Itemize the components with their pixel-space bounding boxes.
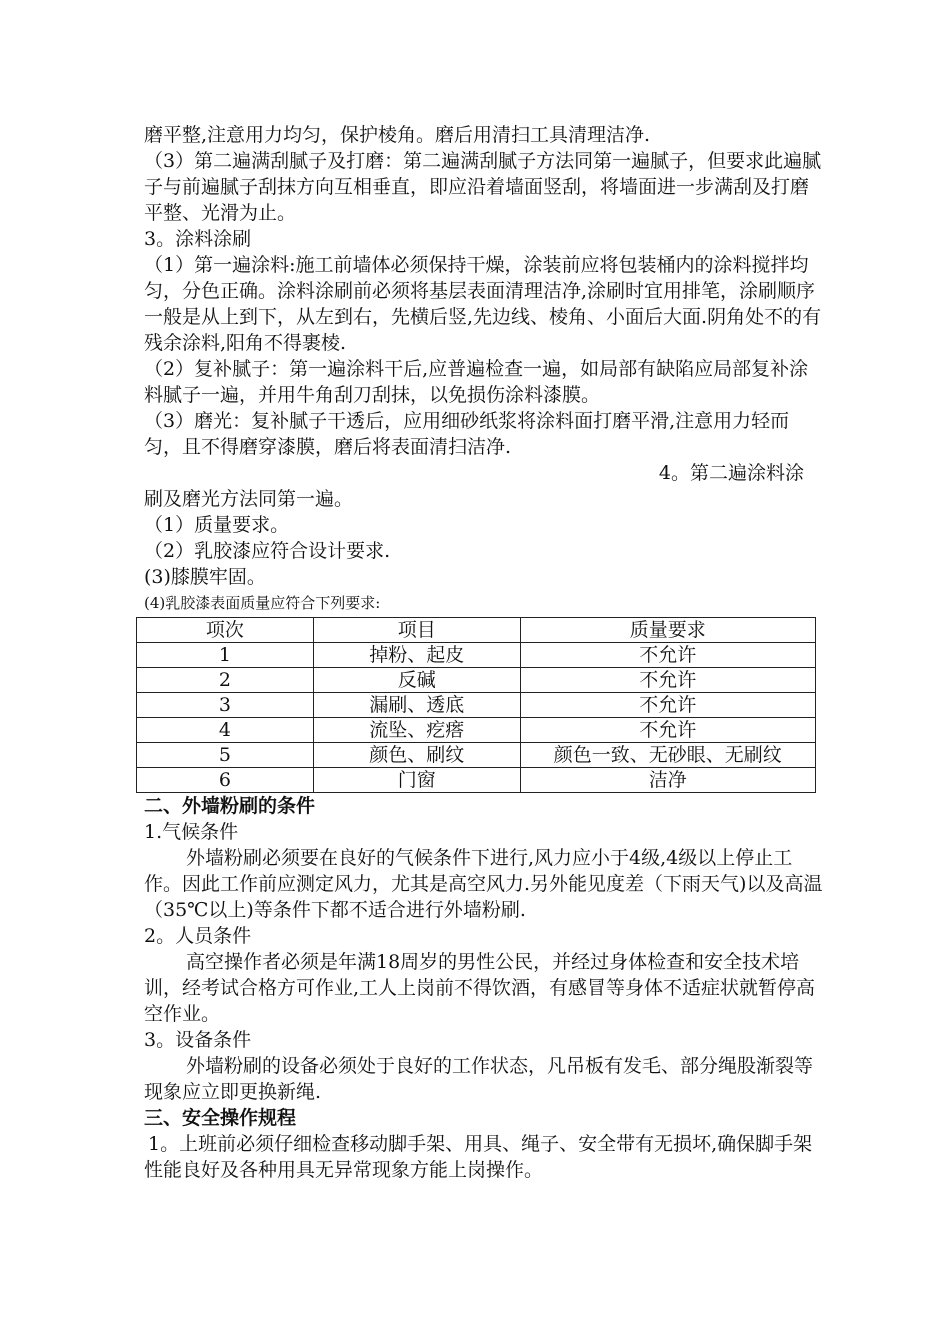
table-cell: 2	[137, 668, 314, 693]
quality-table	[136, 617, 816, 793]
table-row	[137, 718, 816, 743]
table-row	[137, 693, 816, 718]
paragraph-personnel: 高空操作者必须是年满18周岁的男性公民，并经过身体检查和安全技术培训，经考试合格方可作业,工人上岗前不得饮酒，有感冒等身体不适症状就暂停高空作业。	[144, 951, 816, 1025]
table-cell: 不允许	[520, 718, 815, 743]
table-cell: 1	[137, 643, 314, 668]
paragraph-second-coat-start: 4。第二遍涂料涂	[658, 462, 804, 484]
table-row	[137, 643, 816, 668]
table-cell: 5	[137, 743, 314, 768]
table-row	[137, 743, 816, 768]
list-item-latex: （2）乳胶漆应符合设计要求.	[144, 540, 391, 562]
table-header-cell: 质量要求	[520, 618, 815, 643]
table-cell: 颜色、刷纹	[313, 743, 520, 768]
table-cell: 反碱	[313, 668, 520, 693]
table-cell: 门窗	[313, 768, 520, 793]
table-row	[137, 668, 816, 693]
paragraph-equipment: 外墙粉刷的设备必须处于良好的工作状态，凡吊板有发毛、部分绳股渐裂等现象应立即更换新绳.	[144, 1055, 814, 1103]
subheading-personnel: 2。人员条件	[144, 925, 252, 947]
subheading-climate: 1.气候条件	[144, 821, 239, 843]
paragraph-polish: （3）磨光：复补腻子干透后，应用细砂纸浆将涂料面打磨平滑,注意用力轻而匀，且不得磨穿漆膜，磨后将表面清扫洁净.	[144, 410, 790, 458]
paragraph-repair-putty: （2）复补腻子：第一遍涂料干后,应普遍检查一遍，如局部有缺陷应局部复补涂料腻子一遍，并用牛角刮刀刮抹，以免损伤涂料漆膜。	[144, 358, 809, 406]
subheading-coating: 3。涂料涂刷	[144, 228, 252, 250]
table-cell: 掉粉、起皮	[313, 643, 520, 668]
list-item-quality: （1）质量要求。	[144, 514, 290, 536]
table-cell: 不允许	[520, 668, 815, 693]
table-caption: (4)乳胶漆表面质量应符合下列要求:	[144, 594, 381, 612]
document-page	[144, 122, 824, 1183]
table-header-cell: 项次	[137, 618, 314, 643]
table-row	[137, 768, 816, 793]
table-cell: 3	[137, 693, 314, 718]
table-header-row	[137, 618, 816, 643]
table-cell: 漏刷、透底	[313, 693, 520, 718]
table-cell: 洁净	[520, 768, 815, 793]
paragraph-safety-1: 1。上班前必须仔细检查移动脚手架、用具、绳子、安全带有无损坏,确保脚手架性能良好及各种用具无异常现象方能上岗操作。	[144, 1133, 813, 1181]
section-heading-exterior: 二、外墙粉刷的条件	[144, 795, 316, 817]
paragraph-second-coat-end: 刷及磨光方法同第一遍。	[144, 488, 354, 510]
section-heading-safety: 三、安全操作规程	[144, 1107, 297, 1129]
table-cell: 6	[137, 768, 314, 793]
table-cell: 颜色一致、无砂眼、无刷纹	[520, 743, 815, 768]
paragraph-second-putty: （3）第二遍满刮腻子及打磨：第二遍满刮腻子方法同第一遍腻子，但要求此遍腻子与前遍腻子刮抹方向互相垂直，即应沿着墙面竖刮，将墙面进一步满刮及打磨平整、光滑为止。	[144, 150, 822, 224]
paragraph-sanding: 磨平整,注意用力均匀，保护棱角。磨后用清扫工具清理洁净.	[144, 124, 651, 146]
list-item-film: (3)膝膜牢固。	[144, 566, 266, 588]
subheading-equipment: 3。设备条件	[144, 1029, 252, 1051]
paragraph-first-coat: （1）第一遍涂料:施工前墙体必须保持干燥，涂装前应将包装桶内的涂料搅拌均匀，分色正确。涂料涂刷前必须将基层表面清理洁净,涂刷时宜用排笔，涂刷顺序一般是从上到下，从左到右，先横后竖,先边线、棱角、小面后大面.阴角处不的有残余涂料,阳角不得裹棱.	[144, 254, 822, 354]
table-header-cell: 项目	[313, 618, 520, 643]
table-cell: 不允许	[520, 643, 815, 668]
paragraph-climate: 外墙粉刷必须要在良好的气候条件下进行,风力应小于4级,4级以上停止工作。因此工作前应测定风力，尤其是高空风力.另外能见度差（下雨天气)以及高温（35℃以上)等条件下都不适合进行外墙粉刷.	[144, 847, 823, 921]
table-cell: 不允许	[520, 693, 815, 718]
table-cell: 4	[137, 718, 314, 743]
table-cell: 流坠、疙瘩	[313, 718, 520, 743]
